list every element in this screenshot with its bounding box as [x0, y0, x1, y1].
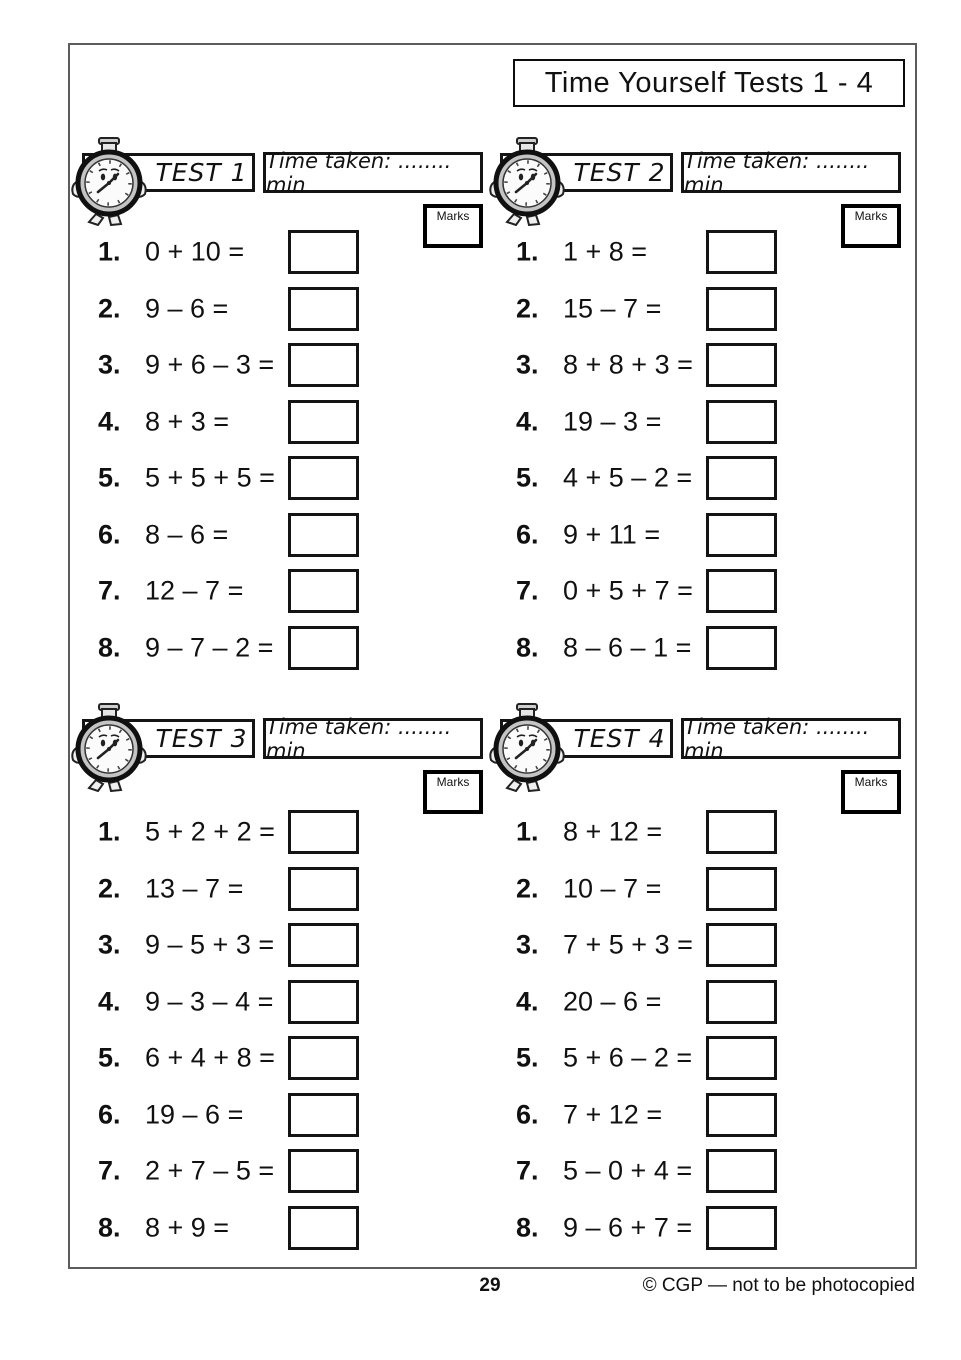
- question-expression: 9 – 7 – 2 =: [145, 632, 274, 663]
- test-3-label: TEST 3: [155, 724, 248, 753]
- stopwatch-icon: [68, 702, 150, 792]
- answer-box[interactable]: [288, 1149, 359, 1193]
- question-row: [500, 620, 920, 677]
- question-number: 5.: [98, 1042, 121, 1073]
- stopwatch-icon: [68, 136, 150, 226]
- answer-box[interactable]: [706, 569, 777, 613]
- question-expression: 12 – 7 =: [145, 575, 244, 606]
- question-row: [500, 861, 920, 918]
- test-3-questions: [82, 804, 502, 1256]
- question-row: [82, 620, 502, 677]
- test-3-time-taken-field[interactable]: [263, 714, 483, 763]
- question-row: [82, 917, 502, 974]
- test-4-label: TEST 4: [573, 724, 666, 753]
- answer-box[interactable]: [706, 1036, 777, 1080]
- answer-box[interactable]: [706, 867, 777, 911]
- question-number: 8.: [516, 1212, 539, 1243]
- question-number: 2.: [98, 293, 121, 324]
- answer-box[interactable]: [288, 980, 359, 1024]
- question-row: [82, 1087, 502, 1144]
- question-expression: 20 – 6 =: [563, 986, 662, 1017]
- question-number: 8.: [98, 1212, 121, 1243]
- question-row: [82, 563, 502, 620]
- question-expression: 9 + 11 =: [563, 519, 661, 550]
- question-row: [82, 1030, 502, 1087]
- answer-box[interactable]: [288, 1093, 359, 1137]
- answer-box[interactable]: [288, 230, 359, 274]
- stopwatch-icon: [486, 136, 568, 226]
- question-row: [82, 804, 502, 861]
- question-row: [82, 1143, 502, 1200]
- question-expression: 7 + 12 =: [563, 1099, 663, 1130]
- question-number: 7.: [516, 575, 539, 606]
- question-expression: 0 + 5 + 7 =: [563, 575, 693, 606]
- time-taken-label: Time taken: ........ min: [266, 714, 452, 763]
- question-expression: 9 – 6 =: [145, 293, 229, 324]
- question-row: [82, 974, 502, 1031]
- question-row: [500, 974, 920, 1031]
- question-expression: 6 + 4 + 8 =: [145, 1042, 275, 1073]
- answer-box[interactable]: [706, 400, 777, 444]
- question-number: 6.: [98, 519, 121, 550]
- question-number: 6.: [516, 1099, 539, 1130]
- question-expression: 5 – 0 + 4 =: [563, 1155, 693, 1186]
- question-expression: 5 + 6 – 2 =: [563, 1042, 693, 1073]
- question-expression: 8 + 9 =: [145, 1212, 230, 1243]
- question-number: 1.: [516, 816, 539, 847]
- question-number: 6.: [98, 1099, 121, 1130]
- question-number: 4.: [516, 986, 539, 1017]
- time-taken-label: Time taken: ........ min: [266, 148, 452, 197]
- question-row: [82, 861, 502, 918]
- answer-box[interactable]: [288, 400, 359, 444]
- test-4-section: [500, 716, 920, 1261]
- marks-label: Marks: [854, 209, 888, 223]
- question-row: [82, 507, 502, 564]
- answer-box[interactable]: [706, 343, 777, 387]
- marks-label: Marks: [854, 775, 888, 789]
- worksheet-title-text: Time Yourself Tests 1 - 4: [544, 66, 874, 99]
- question-row: [82, 394, 502, 451]
- marks-label: Marks: [436, 775, 470, 789]
- question-row: [500, 1200, 920, 1257]
- test-4-questions: [500, 804, 920, 1256]
- question-number: 3.: [516, 349, 539, 380]
- answer-box[interactable]: [706, 456, 777, 500]
- question-expression: 19 – 6 =: [145, 1099, 244, 1130]
- answer-box[interactable]: [288, 513, 359, 557]
- question-number: 1.: [516, 236, 539, 267]
- question-row: [500, 917, 920, 974]
- time-taken-label: Time taken: ........ min: [684, 148, 870, 197]
- question-number: 5.: [516, 462, 539, 493]
- question-expression: 13 – 7 =: [145, 873, 244, 904]
- question-expression: 8 – 6 =: [145, 519, 229, 550]
- answer-box[interactable]: [706, 1093, 777, 1137]
- question-number: 5.: [98, 462, 121, 493]
- question-expression: 8 + 12 =: [563, 816, 663, 847]
- test-1-section: [82, 150, 502, 695]
- question-row: [500, 224, 920, 281]
- question-number: 3.: [516, 929, 539, 960]
- question-number: 4.: [98, 986, 121, 1017]
- question-row: [82, 224, 502, 281]
- worksheet-title: [513, 59, 905, 107]
- copyright-notice: © CGP — not to be photocopied: [642, 1275, 915, 1296]
- question-expression: 8 – 6 – 1 =: [563, 632, 692, 663]
- test-1-time-taken-field[interactable]: [263, 148, 483, 197]
- question-row: [500, 1087, 920, 1144]
- test-2-questions: [500, 224, 920, 676]
- question-number: 3.: [98, 349, 121, 380]
- question-expression: 9 – 3 – 4 =: [145, 986, 274, 1017]
- question-number: 7.: [516, 1155, 539, 1186]
- question-expression: 5 + 2 + 2 =: [145, 816, 275, 847]
- answer-box[interactable]: [706, 230, 777, 274]
- answer-box[interactable]: [706, 1206, 777, 1250]
- question-row: [500, 804, 920, 861]
- stopwatch-icon: [486, 702, 568, 792]
- question-expression: 15 – 7 =: [563, 293, 662, 324]
- question-expression: 0 + 10 =: [145, 236, 245, 267]
- question-number: 1.: [98, 236, 121, 267]
- answer-box[interactable]: [288, 810, 359, 854]
- question-number: 5.: [516, 1042, 539, 1073]
- answer-box[interactable]: [706, 626, 777, 670]
- question-expression: 4 + 5 – 2 =: [563, 462, 693, 493]
- answer-box[interactable]: [706, 287, 777, 331]
- marks-label: Marks: [436, 209, 470, 223]
- test-4-time-taken-field[interactable]: [681, 714, 901, 763]
- question-row: [82, 450, 502, 507]
- question-number: 4.: [516, 406, 539, 437]
- test-1-label: TEST 1: [155, 158, 248, 187]
- question-row: [500, 1030, 920, 1087]
- answer-box[interactable]: [288, 343, 359, 387]
- question-number: 3.: [98, 929, 121, 960]
- question-number: 7.: [98, 1155, 121, 1186]
- question-row: [82, 281, 502, 338]
- question-number: 8.: [98, 632, 121, 663]
- question-row: [82, 337, 502, 394]
- answer-box[interactable]: [288, 569, 359, 613]
- test-2-label: TEST 2: [573, 158, 666, 187]
- answer-box[interactable]: [706, 513, 777, 557]
- question-expression: 9 – 5 + 3 =: [145, 929, 275, 960]
- question-number: 7.: [98, 575, 121, 606]
- question-expression: 9 + 6 – 3 =: [145, 349, 275, 380]
- page-number: 29: [479, 1275, 501, 1296]
- question-number: 2.: [516, 293, 539, 324]
- question-row: [500, 563, 920, 620]
- answer-box[interactable]: [288, 626, 359, 670]
- question-expression: 19 – 3 =: [563, 406, 662, 437]
- question-expression: 1 + 8 =: [563, 236, 648, 267]
- answer-box[interactable]: [288, 1206, 359, 1250]
- question-expression: 5 + 5 + 5 =: [145, 462, 275, 493]
- question-expression: 8 + 3 =: [145, 406, 230, 437]
- question-number: 2.: [516, 873, 539, 904]
- answer-box[interactable]: [706, 810, 777, 854]
- answer-box[interactable]: [288, 456, 359, 500]
- question-row: [500, 337, 920, 394]
- test-2-section: [500, 150, 920, 695]
- answer-box[interactable]: [288, 1036, 359, 1080]
- question-row: [500, 281, 920, 338]
- test-3-section: [82, 716, 502, 1261]
- question-number: 1.: [98, 816, 121, 847]
- question-expression: 2 + 7 – 5 =: [145, 1155, 275, 1186]
- question-expression: 9 – 6 + 7 =: [563, 1212, 693, 1243]
- answer-box[interactable]: [288, 923, 359, 967]
- question-row: [500, 507, 920, 564]
- question-number: 6.: [516, 519, 539, 550]
- question-number: 4.: [98, 406, 121, 437]
- question-row: [500, 450, 920, 507]
- question-row: [82, 1200, 502, 1257]
- time-taken-label: Time taken: ........ min: [684, 714, 870, 763]
- answer-box[interactable]: [706, 1149, 777, 1193]
- answer-box[interactable]: [288, 867, 359, 911]
- question-number: 2.: [98, 873, 121, 904]
- question-row: [500, 1143, 920, 1200]
- answer-box[interactable]: [706, 923, 777, 967]
- question-number: 8.: [516, 632, 539, 663]
- question-expression: 10 – 7 =: [563, 873, 662, 904]
- question-row: [500, 394, 920, 451]
- question-expression: 7 + 5 + 3 =: [563, 929, 693, 960]
- test-1-questions: [82, 224, 502, 676]
- question-expression: 8 + 8 + 3 =: [563, 349, 693, 380]
- answer-box[interactable]: [288, 287, 359, 331]
- test-2-time-taken-field[interactable]: [681, 148, 901, 197]
- answer-box[interactable]: [706, 980, 777, 1024]
